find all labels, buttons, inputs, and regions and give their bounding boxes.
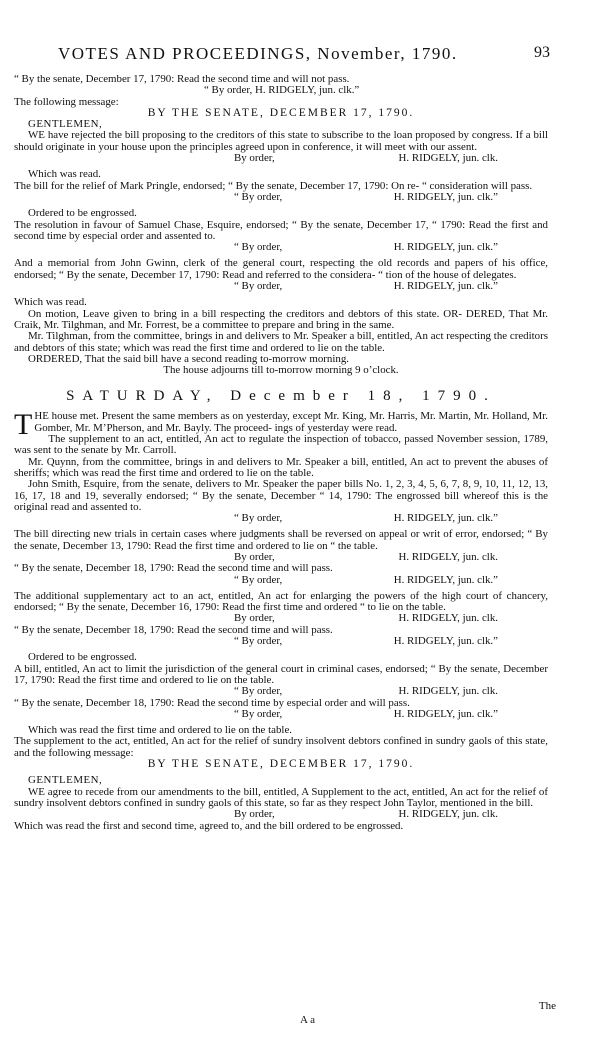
- by-order: “ By order,: [234, 685, 283, 698]
- salutation: GENTLEMEN,: [28, 774, 103, 787]
- clerk-name: H. RIDGELY, jun. clk.”: [393, 707, 498, 720]
- day-heading: SATURDAY, December 18, 1790.: [66, 388, 496, 405]
- by-order: By order,: [234, 550, 275, 563]
- page-header: [14, 44, 548, 74]
- section-saturday: [14, 408, 548, 832]
- paragraph: The bill for the relief of Mark Pringle, endorsed; “ By the senate, December 17, 1790: On re- “ consideration will pass.: [14, 179, 533, 192]
- paragraph: On motion, Leave given to bring in a bill respecting the creditors and debtors of this state. OR- DERED, That Mr. Craik, Mr. Tilghman, and Mr. Forrest, be a committee to prepare and bring in the same.: [14, 307, 548, 331]
- paragraph: Mr. Tilghman, from the committee, brings in and delivers to Mr. Speaker a bill, entitled, An act respecting the creditors and debtors of this state; which was read the first time and ordered to lie on the table.: [14, 330, 548, 354]
- clerk-name: H. RIDGELY, jun. clk.: [398, 612, 498, 625]
- salutation: GENTLEMEN,: [28, 118, 103, 131]
- paragraph: “ By the senate, December 18, 1790: Read the second time by especial order and will pass.: [14, 696, 410, 709]
- signature-line: [14, 153, 548, 164]
- clerk-name: H. RIDGELY, jun. clk.”: [393, 512, 498, 525]
- paragraph: ORDERED, That the said bill have a second reading to-morrow morning.: [28, 352, 350, 365]
- paragraph: Mr. Quynn, from the committee, brings in and delivers to Mr. Speaker a bill, entitled, An act to prevent the abuses of sheriffs; which was read the first time and ordered to lie on the table.: [14, 455, 548, 479]
- signature-line: [14, 636, 548, 647]
- signature-line: [14, 192, 548, 203]
- by-order: “ By order,: [234, 280, 283, 293]
- paragraph: Ordered to be engrossed.: [28, 207, 137, 220]
- paragraph: Which was read the first and second time, agreed to, and the bill ordered to be engrossed.: [14, 819, 404, 832]
- clerk-name: H. RIDGELY, jun. clk.”: [393, 241, 498, 254]
- drop-cap: T: [14, 408, 33, 442]
- paragraph: A bill, entitled, An act to limit the jurisdiction of the general court in criminal cases, endorsed; “ By the senate, December 17, 1790: Read the first time and ordered to lie on the table.: [14, 662, 548, 686]
- clerk-name: H. RIDGELY, jun. clk.”: [393, 635, 498, 648]
- paragraph: Which was read.: [14, 296, 87, 309]
- message-text: WE have rejected the bill proposing to the creditors of this state to subscribe to the loan proposed by congress. If a bill should originate in your house upon the principles agreed upon in conference, it will meet with our assent.: [14, 129, 548, 153]
- message-text: WE agree to recede from our amendments to the bill, entitled, A Supplement to the act, entitled, An act for the relief of sundry insolvent debtors confined in sundry gaols of this state, so far as they respect John Taylor, mentioned in the bill.: [14, 785, 548, 809]
- clerk-name: H. RIDGELY, jun. clk.”: [393, 280, 498, 293]
- message-heading: BY THE SENATE, DECEMBER 17, 1790.: [147, 106, 415, 119]
- message-heading: BY THE SENATE, DECEMBER 17, 1790.: [147, 758, 415, 771]
- clerk-name: H. RIDGELY, jun. clk.: [398, 685, 498, 698]
- by-order: “ By order,: [234, 635, 283, 648]
- paragraph: Which was read the first time and ordered to lie on the table.: [28, 724, 293, 737]
- by-order: By order,: [234, 612, 275, 625]
- opening-text: HE house met. Present the same members as on yesterday, except Mr. King, Mr. Harris, Mr. Martin, Mr. Holland, Mr. Gomber, Mr. M’Pherson, and Mr. Bayly. The proceed- ings of yesterday were read.: [34, 410, 548, 434]
- paragraph: “ By the senate, December 18, 1790: Read the second time and will pass.: [14, 562, 333, 575]
- paragraph: “ By the senate, December 17, 1790: Read the second time and will not pass.: [14, 73, 350, 85]
- by-order: By order,: [234, 152, 275, 165]
- printer-signature: A a: [300, 1014, 315, 1026]
- by-order: “ By order,: [234, 241, 283, 254]
- page-number: 93: [534, 44, 550, 61]
- clerk-name: H. RIDGELY, jun. clk.: [398, 550, 498, 563]
- running-head: VOTES AND PROCEEDINGS, November, 1790.: [58, 44, 458, 63]
- by-order: “ By order,: [234, 707, 283, 720]
- paragraph: “ By the senate, December 18, 1790: Read the second time and will pass.: [14, 623, 333, 636]
- by-order: “ By order,: [234, 512, 283, 525]
- paragraph: The bill directing new trials in certain cases where judgments shall be reversed on appeal or writ of error, endorsed; “ By the senate, December 13, 1790: Read the first time and ordered to lie on “ the table.: [14, 528, 548, 552]
- paragraph: John Smith, Esquire, from the senate, delivers to Mr. Speaker the paper bills No. 1, 2, 3, 4, 5, 6, 7, 8, 9, 10, 11, 12, 13, 16, 17, 18 and 19, severally endorsed; “ By the senate, December “ 14, 1790: The engrossed bill whereof this is the original read and assented to.: [14, 478, 548, 513]
- paragraph: The supplement to the act, entitled, An act for the relief of sundry insolvent debtors confined in sundry gaols of this state, and the following message:: [14, 735, 548, 759]
- signature-line: [14, 281, 548, 292]
- by-order: By order,: [234, 808, 275, 821]
- page-content: [14, 0, 548, 832]
- by-order: “ By order,: [234, 573, 283, 586]
- paragraph: Which was read.: [28, 168, 101, 181]
- paragraph: Ordered to be engrossed.: [28, 651, 137, 664]
- clerk-name: H. RIDGELY, jun. clk.: [398, 152, 498, 165]
- section-friday: [14, 74, 548, 376]
- adjournment: The house adjourns till to-morrow morning 9 o’clock.: [163, 364, 399, 377]
- clerk-name: H. RIDGELY, jun. clk.: [398, 808, 498, 821]
- paragraph-opening: [14, 408, 548, 442]
- paragraph: The resolution in favour of Samuel Chase, Esquire, endorsed; “ By the senate, December 17, “ 1790: Read the first and second time by especial order and assented to.: [14, 218, 548, 242]
- signature-line: [14, 575, 548, 586]
- signature-line: [14, 809, 548, 820]
- paragraph: The supplement to an act, entitled, An act to regulate the inspection of tobacco, passed November session, 1789, was sent to the senate by Mr. Carroll.: [14, 433, 548, 457]
- signature-line: [14, 709, 548, 720]
- signature-line: “ By order, H. RIDGELY, jun. clk.”: [204, 84, 360, 97]
- signature-line: [14, 686, 548, 697]
- paragraph: The following message:: [14, 95, 119, 108]
- catchword: The: [538, 1000, 556, 1012]
- signature-line: [14, 242, 548, 253]
- clerk-name: H. RIDGELY, jun. clk.”: [393, 190, 498, 203]
- by-order: “ By order,: [234, 190, 283, 203]
- paragraph: And a memorial from John Gwinn, clerk of the general court, respecting the old records and papers of his office, endorsed; “ By the senate, December 17, 1790: Read and referred to the considera- “ tion of the house of delegates.: [14, 257, 548, 281]
- paragraph: The additional supplementary act to an act, entitled, An act for enlarging the powers of the high court of chancery, endorsed; “ By the senate, December 16, 1790: Read the first time and ordered “ to lie on the table.: [14, 589, 548, 614]
- clerk-name: H. RIDGELY, jun. clk.”: [393, 573, 498, 586]
- signature-line: [14, 513, 548, 524]
